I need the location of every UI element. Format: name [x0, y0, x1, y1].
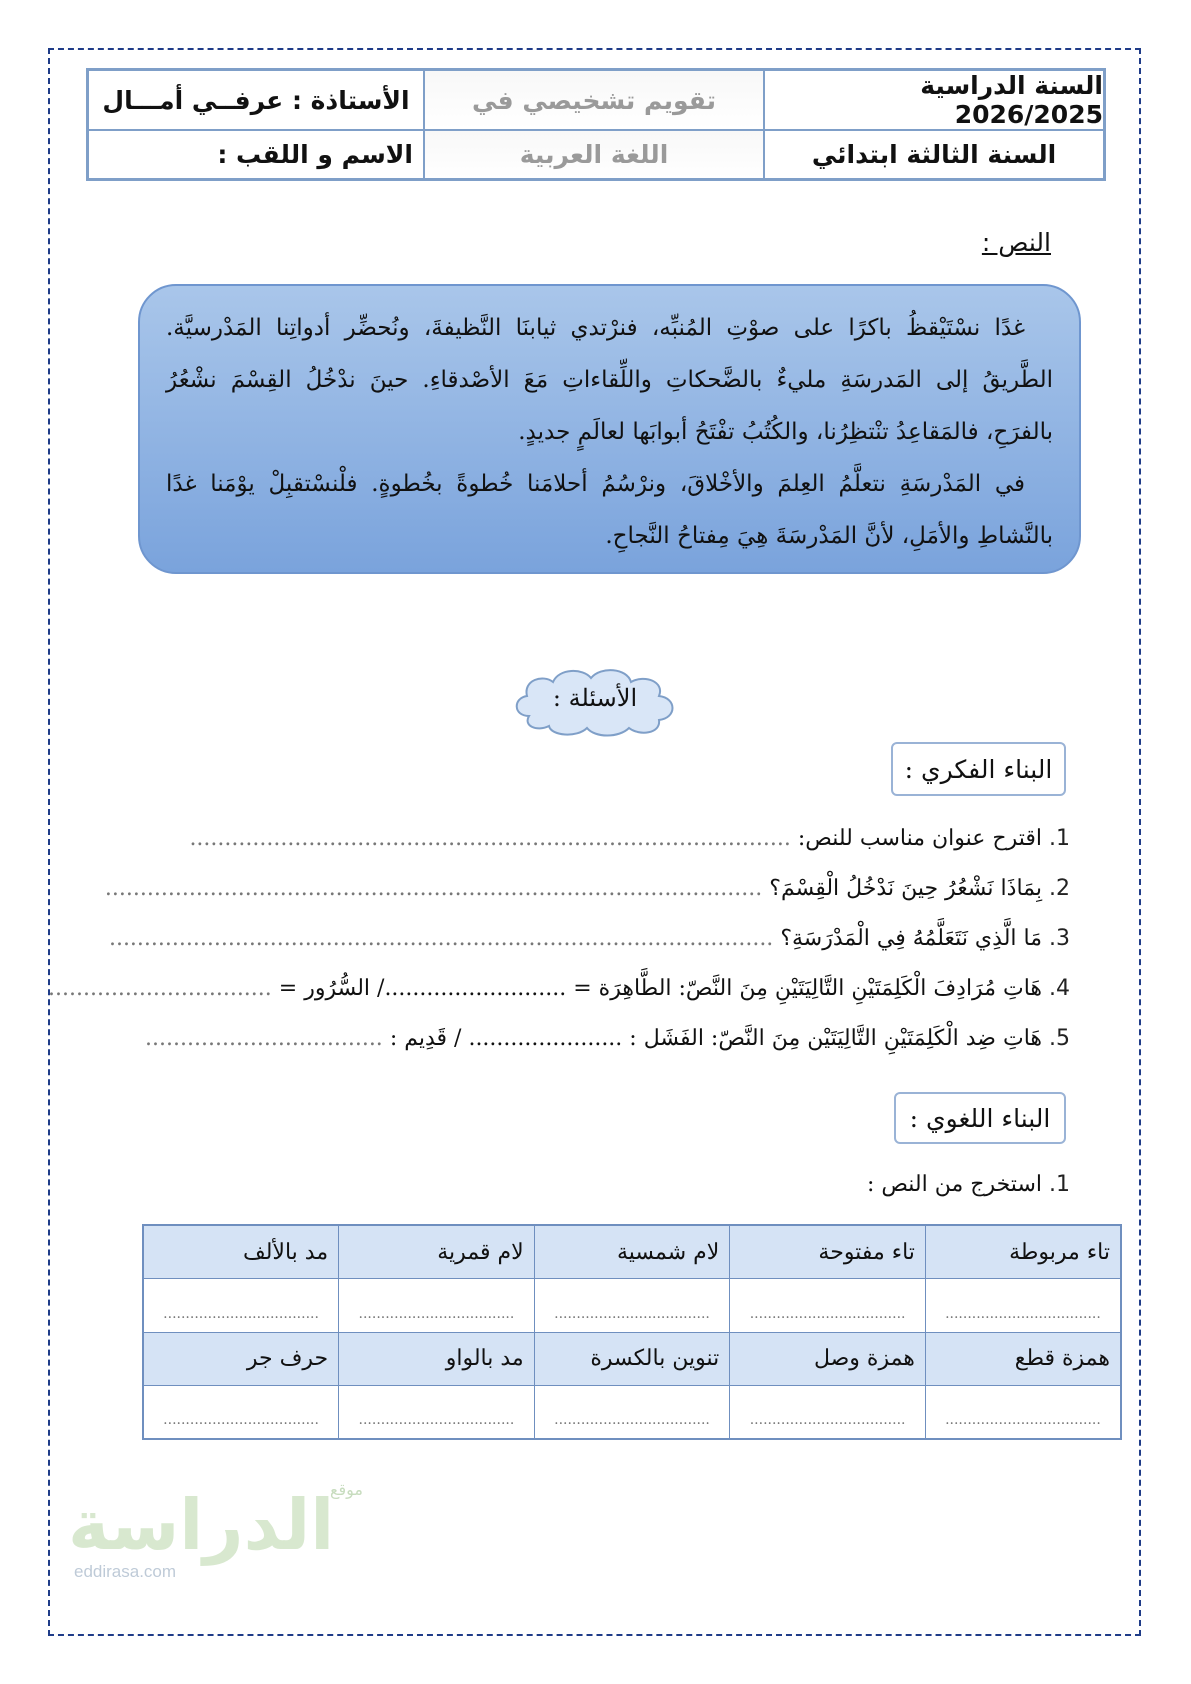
question-number: 3.: [1049, 926, 1070, 951]
question-text: بِمَاذَا نَشْعُرُ حِينَ نَدْخُلُ الْقِسْمَ؟: [769, 876, 1042, 901]
table-header-cell: همزة وصل: [730, 1332, 926, 1386]
table-header-cell: مد بالألف: [143, 1225, 339, 1279]
answer-cell[interactable]: ...................................: [730, 1386, 926, 1440]
text-label: النص :: [981, 228, 1051, 257]
answer-line[interactable]: ......................................................................................: [189, 826, 791, 851]
header-table: [86, 68, 1106, 181]
answer-cell[interactable]: ...................................: [534, 1386, 730, 1440]
section-thinking-title: البناء الفكري :: [891, 742, 1066, 796]
question-text: هَاتِ مُرَادِفَ الْكَلِمَتَيْنِ التَّالِيَتَيْنِ مِنَ النَّصّ: الطَّاهِرَة = ........................../ السُّرُور =: [278, 976, 1042, 1001]
question-2: [105, 876, 1081, 901]
table-header-cell: تاء مفتوحة: [730, 1225, 926, 1279]
question-5: [145, 1026, 1081, 1051]
table-header-row: [143, 1225, 1121, 1279]
watermark-url: eddirasa.com: [74, 1562, 177, 1581]
answer-cell[interactable]: ...................................: [730, 1279, 926, 1333]
table-header-cell: حرف جر: [143, 1332, 339, 1386]
watermark-small-text: موقع: [330, 1480, 363, 1499]
question-1: [189, 826, 1081, 851]
site-watermark-logo: [68, 1480, 428, 1590]
answer-line[interactable]: ...............................................................................................: [108, 926, 774, 951]
instruction-number: 1.: [1049, 1172, 1070, 1197]
exam-title: تقويم تشخيصي في: [424, 70, 764, 130]
extract-instruction: [867, 1172, 1081, 1197]
questions-cloud: [507, 664, 683, 738]
question-number: 2.: [1049, 876, 1070, 901]
school-year: السنة الدراسية 2026/2025: [764, 70, 1104, 130]
question-number: 1.: [1049, 826, 1070, 851]
question-text: هَاتِ ضِد الْكَلِمَتَيْنِ التَّالِيَتَيْن مِنَ النَّصّ: الفَشَل : ...................... / قَدِيم :: [389, 1026, 1042, 1051]
table-header-cell: مد بالواو: [339, 1332, 535, 1386]
table-header-cell: لام شمسية: [534, 1225, 730, 1279]
table-row: [143, 1279, 1121, 1333]
passage-paragraph-1: غدًا نسْتَيْقظُ باكرًا على صوْتِ المُنبِّه، فنرْتدي ثيابنَا النَّظيفةَ، ونُحضِّر أدواتِنا المَدْرسيَّة. الطَّريقُ إلى المَدرسَةِ مليءٌ بالضَّحكاتِ واللِّقاءاتِ مَعَ الأصْدقاءِ. حينَ ندْخُلُ القِسْمَ نشْعُرُ بالفرَحِ، فالمَقاعِدُ تنْتظِرُنا، والكُتُبُ تفْتَحُ أبوابَها لعالَمٍ جديدٍ.: [166, 315, 1053, 445]
grade-level: السنة الثالثة ابتدائي: [764, 130, 1104, 179]
answer-cell[interactable]: ...................................: [339, 1386, 535, 1440]
table-row: [143, 1386, 1121, 1440]
student-name-field[interactable]: الاسم و اللقب :: [88, 130, 424, 179]
subject: اللغة العربية: [424, 130, 764, 179]
watermark-text: الدراسة: [68, 1484, 335, 1566]
question-text: مَا الَّذِي نَتَعَلَّمُهُ فِي الْمَدْرَسَةِ؟: [780, 926, 1042, 951]
answer-cell[interactable]: ...................................: [143, 1386, 339, 1440]
question-number: 4.: [1049, 976, 1070, 1001]
answer-cell[interactable]: ...................................: [339, 1279, 535, 1333]
answer-cell[interactable]: ...................................: [534, 1279, 730, 1333]
questions-title: الأسئلة :: [552, 684, 638, 712]
answer-cell[interactable]: ...................................: [143, 1279, 339, 1333]
answer-cell[interactable]: ...................................: [925, 1279, 1121, 1333]
answer-line[interactable]: ..............................................................................................: [104, 876, 763, 901]
table-header-row: [143, 1332, 1121, 1386]
passage-paragraph-2: في المَدْرسَةِ نتعلَّمُ العِلمَ والأخْلاقَ، ونرْسُمُ أحلامَنا خُطوةً بخُطوةٍ. فلْنسْتقبِلْ يوْمَنا غدًا بالنَّشاطِ والأمَلِ، لأنَّ المَدْرسَةَ هِيَ مِفتاحُ النَّجاحِ.: [166, 471, 1053, 549]
table-header-cell: لام قمرية: [339, 1225, 535, 1279]
table-header-cell: همزة قطع: [925, 1332, 1121, 1386]
answer-cell[interactable]: ...................................: [925, 1386, 1121, 1440]
extract-table: [142, 1224, 1122, 1440]
answer-line[interactable]: ..................................: [145, 1026, 383, 1051]
table-header-cell: تاء مربوطة: [925, 1225, 1121, 1279]
section-language-title: البناء اللغوي :: [894, 1092, 1066, 1144]
answer-line[interactable]: ................................: [48, 976, 272, 1001]
instruction-text: استخرج من النص :: [866, 1172, 1042, 1197]
table-header-cell: تنوين بالكسرة: [534, 1332, 730, 1386]
question-text: اقترح عنوان مناسب للنص:: [797, 826, 1042, 851]
question-4: [48, 976, 1081, 1001]
reading-passage: [138, 284, 1081, 574]
question-number: 5.: [1049, 1026, 1070, 1051]
question-3: [109, 926, 1081, 951]
teacher-name: الأستاذة : عرفــي أمـــال: [88, 70, 424, 130]
